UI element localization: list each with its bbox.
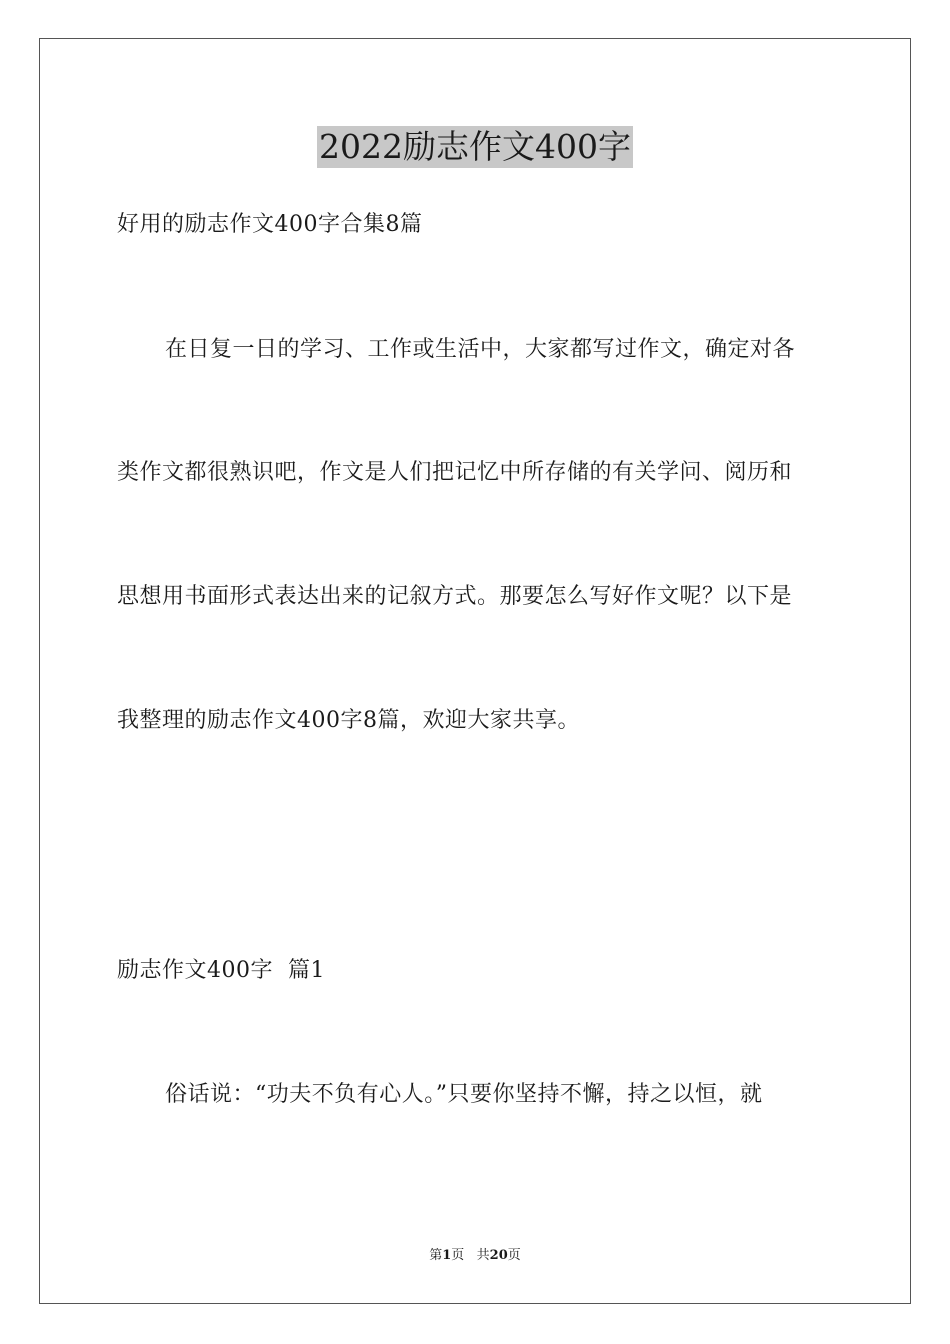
title-container bbox=[0, 126, 950, 168]
footer-mid: 页 共 bbox=[451, 1248, 490, 1263]
intro-line-1: 在日复一日的学习、工作或生活中，大家都写过作文，确定对各 bbox=[165, 337, 796, 362]
footer-current-page: 1 bbox=[442, 1248, 452, 1263]
intro-line-3: 思想用书面形式表达出来的记叙方式。那要怎么写好作文呢？以下是 bbox=[117, 584, 793, 609]
document-title: 2022励志作文400字 bbox=[319, 127, 631, 166]
page-footer bbox=[0, 1247, 950, 1265]
footer-suffix: 页 bbox=[507, 1248, 521, 1263]
intro-line-4: 我整理的励志作文400字8篇，欢迎大家共享。 bbox=[117, 708, 580, 733]
document-subtitle: 好用的励志作文400字合集8篇 bbox=[117, 212, 423, 237]
section-heading: 励志作文400字 篇1 bbox=[117, 958, 325, 983]
section-first-line: 俗话说：“功夫不负有心人。”只要你坚持不懈，持之以恒，就 bbox=[165, 1082, 763, 1107]
footer-prefix: 第 bbox=[429, 1248, 443, 1263]
intro-line-2: 类作文都很熟识吧，作文是人们把记忆中所存储的有关学问、阅历和 bbox=[117, 460, 793, 485]
footer-total-pages: 20 bbox=[489, 1248, 508, 1263]
